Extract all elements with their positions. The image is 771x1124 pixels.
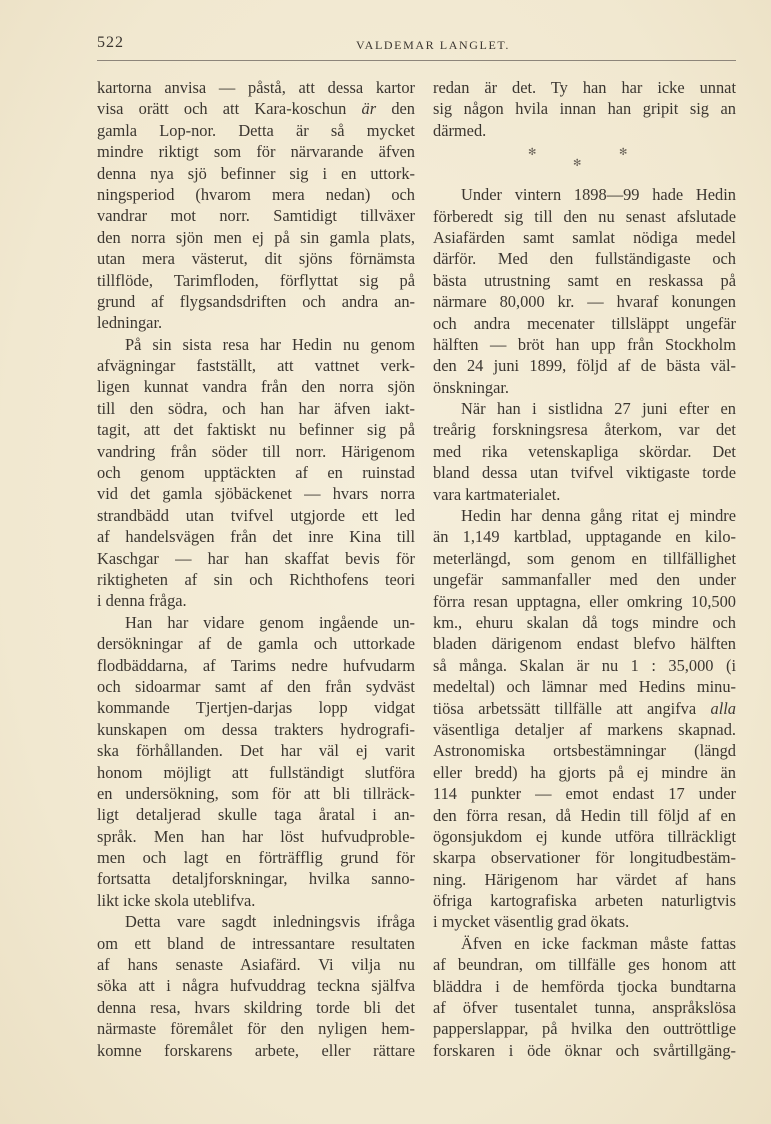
- text-line: vid det gamla sjöbäckenet — hvars norra: [97, 484, 415, 504]
- text-line: och genom upptäckten af en ruinstad: [97, 463, 415, 483]
- text-line: riktigheten af sin och Richthofens teori: [97, 569, 415, 589]
- text-line: än 1,149 kartblad, upptagande en kilo-: [433, 527, 736, 547]
- section-separator: [433, 141, 736, 184]
- italic-word: alla: [710, 698, 736, 718]
- paragraph: [433, 77, 736, 141]
- text-line: dersökningar af de gamla och uttorkade: [97, 634, 415, 654]
- right-column-top: [433, 77, 736, 141]
- text-line: honom möjligt att fullständigt slutföra: [97, 762, 415, 782]
- text-line: förra resan upptagna, eller omkring 10,500: [433, 591, 736, 611]
- text-line: Astronomiska ortsbestämningar (längd: [433, 741, 736, 761]
- text-line: strandbädd utan tvifvel utgjorde ett led: [97, 505, 415, 525]
- text-line: vandrar mot norr. Samtidigt tillväxer: [97, 206, 415, 226]
- text-line: Under vintern 1898—99 hade Hedin: [461, 185, 736, 205]
- text-line: 114 punkter — emot endast 17 under: [433, 784, 736, 804]
- text-line: med rika vetenskapliga skördar. Det: [433, 441, 736, 461]
- text-line: utan mera västerut, dit sjöns förnämsta: [97, 249, 415, 269]
- text-line: ledningar.: [97, 313, 163, 333]
- text-line: bläddra i de hemförda tjocka bundtarna: [433, 976, 736, 996]
- text-line: ning. Härigenom har värdet af hans: [433, 869, 736, 889]
- header-rule: [97, 60, 736, 61]
- text-line: ligen kunnat vandra från den norra sjön: [97, 377, 415, 397]
- text-line: ska förhållanden. Det har väl ej varit: [97, 741, 415, 761]
- text-line: därmed.: [433, 120, 487, 140]
- paragraph: [97, 334, 415, 612]
- asterisk-icon: ✻: [619, 147, 628, 159]
- text-line: den 24 juni 1899, följd af de bästa väl-: [433, 356, 736, 376]
- italic-word: är: [361, 99, 377, 119]
- text-line: närmaste föremålet för den nyligen hem-: [97, 1019, 415, 1039]
- text-line: Äfven en icke fackman måste fattas: [461, 933, 736, 953]
- page-number: 522: [97, 34, 124, 51]
- text-line: tiösa arbetssätt tillfälle att angifva alla: [433, 698, 736, 718]
- text-line: forskaren i öde öknar och svårtillgäng-: [433, 1040, 736, 1060]
- text-line: eller bredd) ha gjorts på ej mindre än: [433, 762, 736, 782]
- text-line: kommande Tjertjen-darjas lopp vidgat: [97, 698, 415, 718]
- text-line: önskningar.: [433, 377, 510, 397]
- text-line: tillflöde, Tarimfloden, förflyttat sig på: [97, 270, 415, 290]
- text-line: bland dessa utan tvifvel viktigaste torde: [433, 463, 736, 483]
- text-line: Kaschgar — har han skaffat bevis för: [97, 548, 415, 568]
- text-line: ligt detaljerad skulle taga åratal i an-: [97, 805, 415, 825]
- text-line: vandring från söder till norr. Härigenom: [97, 441, 415, 461]
- paragraph: [97, 612, 415, 911]
- text-line: väsentliga detaljer af markens skapnad.: [433, 719, 736, 739]
- text-line: den förra resan, då Hedin till följd af en: [433, 805, 736, 825]
- text-line: kartorna anvisa — påstå, att dessa kartor: [97, 78, 415, 97]
- text-line: komne forskarens arbete, eller rättare: [97, 1040, 415, 1060]
- text-line: af handelsvägen från det inre Kina till: [97, 527, 415, 547]
- text-line: om ett bland de intressantare resultaten: [97, 933, 415, 953]
- text-line: Asiafärden samt samlat nödiga medel: [433, 227, 736, 247]
- text-line: bästa utrustning samt en reskassa på: [433, 270, 736, 290]
- text-line: därför. Med den fullständigaste och: [433, 249, 736, 269]
- running-head: VALDEMAR LANGLET.: [355, 38, 511, 52]
- text-line: ungefär sammanfaller med den under: [433, 570, 736, 590]
- paragraph: [433, 398, 736, 505]
- text-line: visa orätt och att Kara-koschun är den: [97, 99, 415, 119]
- text-line: papperslappar, på hvilka den outtröttlige: [433, 1019, 736, 1039]
- text-line: redan är det. Ty han har icke unnat: [433, 78, 736, 97]
- text-line: denna resa, hvars skildring torde bli det: [97, 997, 415, 1017]
- paragraph: [97, 77, 415, 334]
- text-line: öfriga kartografiska arbeten naturligtvis: [433, 891, 736, 911]
- paragraph: [433, 505, 736, 933]
- text-line: och andra mecenater tillsläppt ungefär: [433, 313, 736, 333]
- text-line: af beundran, om tillfälle ges honom att: [433, 955, 736, 975]
- left-column: [97, 77, 415, 1061]
- text-line: km., ehuru skalan då togs mindre och: [433, 612, 736, 632]
- text-line: sig någon hvila innan han gripit sig an: [433, 99, 736, 119]
- paragraph: [433, 933, 736, 1061]
- text-line: Detta vare sagdt inledningsvis ifråga: [125, 912, 415, 932]
- text-line: skarpa observationer för longitudbestäm-: [433, 848, 736, 868]
- text-line: i denna fråga.: [97, 591, 187, 611]
- text-line: mindre riktigt som för närvarande äfven: [97, 142, 415, 162]
- text-line: fortsatta detaljforskningar, hvilka sanno-: [97, 869, 415, 889]
- text-line: flodbäddarna, af Tarims nedre hufvudarm: [97, 655, 415, 675]
- text-line: När han i sistlidna 27 juni efter en: [461, 399, 736, 419]
- text-line: språk. Men han har löst hufvudproble-: [97, 826, 415, 846]
- asterisk-icon: ✻: [528, 147, 537, 159]
- text-line: men och lagt en förträfflig grund för: [97, 848, 415, 868]
- text-line: grund af flygsandsdriften och andra an-: [97, 291, 415, 311]
- text-line: af öfver tusentalet tunna, anspråkslösa: [433, 998, 736, 1018]
- text-line: meterlängd, som genom en tillfällighet: [433, 548, 736, 568]
- paragraph: [433, 184, 736, 398]
- text-line: en undersökning, som för att bli tillräck-: [97, 783, 415, 803]
- text-line: afvägningar fastställt, att vattnet verk-: [97, 356, 415, 376]
- text-line: treårig forskningsresa återkom, var det: [433, 420, 736, 440]
- text-line: tagit, att det faktiskt nu befinner sig på: [97, 420, 415, 440]
- text-line: till den södra, och han har äfven iakt-: [97, 398, 415, 418]
- text-line: denna nya sjö befinner sig i en uttork-: [97, 163, 415, 183]
- text-line: söka att i några hufvuddrag teckna själfva: [97, 976, 415, 996]
- text-line: ningsperiod (hvarom mera nedan) och: [97, 184, 415, 204]
- text-line: gamla Lop-nor. Detta är så mycket: [97, 120, 415, 140]
- paragraph: [97, 911, 415, 1061]
- text-line: så många. Skalan är nu 1 : 35,000 (i: [433, 655, 736, 675]
- text-line: den norra sjön men ej på sin gamla plats,: [97, 227, 415, 247]
- text-line: kunskapen om dessa trakters hydrografi-: [97, 719, 415, 739]
- text-line: På sin sista resa har Hedin nu genom: [125, 334, 415, 354]
- text-line: vara kartmaterialet.: [433, 484, 561, 504]
- right-column-body: [433, 184, 736, 1061]
- text-line: medeltal) och lämnar med Hedins minu-: [433, 677, 736, 697]
- text-line: bladen därigenom endast blefvo hälften: [433, 634, 736, 654]
- text-line: närmare 80,000 kr. — hvaraf konungen: [433, 292, 736, 312]
- text-line: och sidoarmar samt af den från sydväst: [97, 676, 415, 696]
- text-line: i mycket väsentlig grad ökats.: [433, 912, 630, 932]
- right-column: [433, 77, 736, 1061]
- text-line: likt icke skola uteblifva.: [97, 890, 256, 910]
- text-line: förberedt sig till den nu senast afslutade: [433, 206, 736, 226]
- text-line: Hedin har denna gång ritat ej mindre: [461, 506, 736, 526]
- text-line: hälften — bröt han upp från Stockholm: [433, 334, 736, 354]
- asterisk-icon: ✻: [573, 158, 582, 170]
- text-line: Han har vidare genom ingående un-: [125, 612, 415, 632]
- text-line: ögonsjukdom ej kunde utföra tillräckligt: [433, 826, 736, 846]
- text-line: af hans senaste Asiafärd. Vi vilja nu: [97, 955, 415, 975]
